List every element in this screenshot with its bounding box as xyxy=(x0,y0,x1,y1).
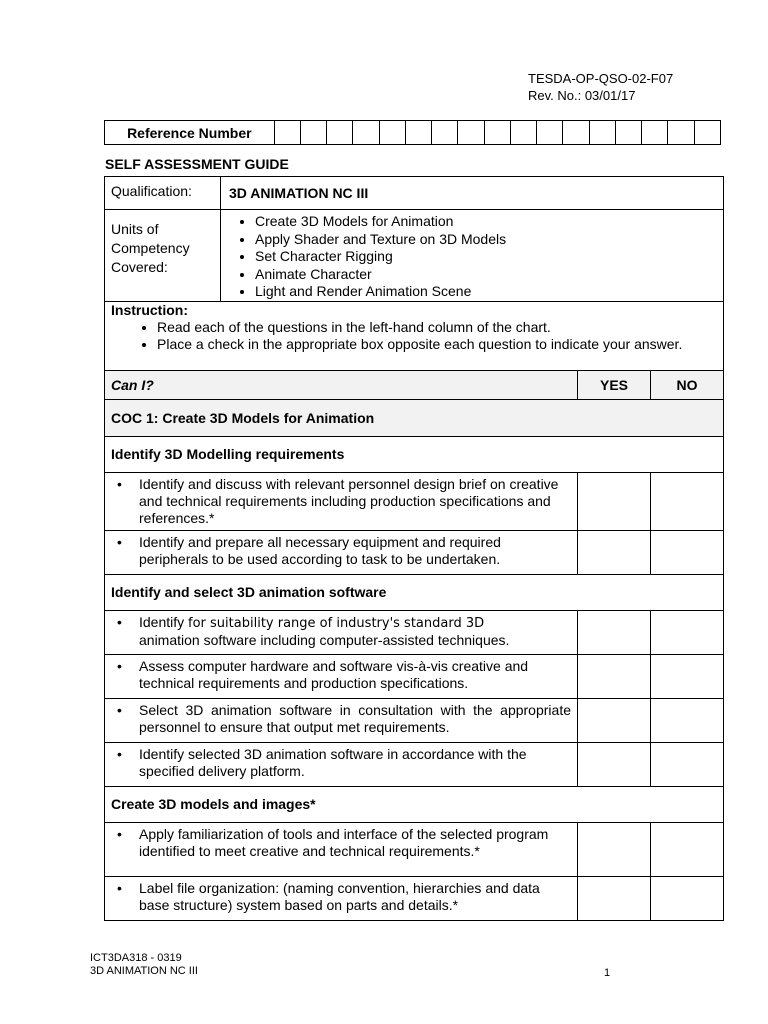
yes-checkbox[interactable] xyxy=(578,876,651,920)
yes-checkbox[interactable] xyxy=(578,698,651,742)
can-i-header: Can I? xyxy=(105,370,578,399)
units-label: Units of Competency Covered: xyxy=(105,210,221,302)
yes-checkbox[interactable] xyxy=(578,742,651,786)
form-code: TESDA-OP-QSO-02-F07 xyxy=(528,71,674,86)
reference-digit-box[interactable] xyxy=(668,121,694,145)
no-checkbox[interactable] xyxy=(651,876,724,920)
yes-checkbox[interactable] xyxy=(578,530,651,574)
reference-number-label: Reference Number xyxy=(105,121,275,145)
no-checkbox[interactable] xyxy=(651,530,724,574)
question-text: • Identify selected 3D animation software in accordance with the specified delivery platform. xyxy=(105,742,578,786)
section-heading: Create 3D models and images* xyxy=(105,786,724,822)
qualification-label: Qualification: xyxy=(105,177,221,210)
yes-checkbox[interactable] xyxy=(578,822,651,876)
reference-digit-box[interactable] xyxy=(353,121,379,145)
instruction-label: Instruction: xyxy=(111,301,188,318)
question-text: • Select 3D animation software in consultation with the appropriate personnel to ensure that output met requirements. xyxy=(105,698,578,742)
footer-qualification: 3D ANIMATION NC III xyxy=(90,965,198,977)
reference-digit-box[interactable] xyxy=(300,121,326,145)
question-text: • Assess computer hardware and software vis-à-vis creative and technical requirements and production specifications. xyxy=(105,654,578,698)
reference-digit-box[interactable] xyxy=(327,121,353,145)
no-checkbox[interactable] xyxy=(651,822,724,876)
reference-digit-box[interactable] xyxy=(642,121,668,145)
instruction-cell xyxy=(105,301,724,370)
page-title: SELF ASSESSMENT GUIDE xyxy=(105,156,289,172)
self-assessment-table xyxy=(104,176,724,921)
question-text: • Identify for suitability range of industry's standard 3D animation software including computer-assisted techniques. xyxy=(105,610,578,654)
no-checkbox[interactable] xyxy=(651,472,724,530)
question-text: • Apply familiarization of tools and interface of the selected program identified to meet creative and technical requirements.* xyxy=(105,822,578,876)
reference-number-table xyxy=(104,120,721,145)
yes-header: YES xyxy=(578,370,651,399)
units-list-cell xyxy=(221,210,724,302)
yes-checkbox[interactable] xyxy=(578,472,651,530)
units-list xyxy=(221,210,723,301)
question-text: • Label file organization: (naming convention, hierarchies and data base structure) system based on parts and details.* xyxy=(105,876,578,920)
unit-item: • Create 3D Models for Animation xyxy=(255,213,723,231)
yes-checkbox[interactable] xyxy=(578,610,651,654)
no-checkbox[interactable] xyxy=(651,654,724,698)
yes-checkbox[interactable] xyxy=(578,654,651,698)
reference-digit-box[interactable] xyxy=(458,121,484,145)
reference-digit-box[interactable] xyxy=(510,121,536,145)
unit-item: • Set Character Rigging xyxy=(255,248,723,266)
reference-digit-box[interactable] xyxy=(484,121,510,145)
reference-digit-box[interactable] xyxy=(379,121,405,145)
page-number: 1 xyxy=(604,967,611,979)
qualification-value: 3D ANIMATION NC III xyxy=(221,177,724,210)
no-checkbox[interactable] xyxy=(651,742,724,786)
instruction-item: • Read each of the questions in the left-hand column of the chart. xyxy=(157,319,717,336)
reference-digit-box[interactable] xyxy=(274,121,300,145)
instruction-item: • Place a check in the appropriate box opposite each question to indicate your answer. xyxy=(157,336,717,353)
footer-code: ICT3DA318 - 0319 xyxy=(90,952,182,964)
revision-number: Rev. No.: 03/01/17 xyxy=(528,88,636,103)
no-checkbox[interactable] xyxy=(651,698,724,742)
section-heading: Identify 3D Modelling requirements xyxy=(105,436,724,472)
form-header xyxy=(528,70,673,104)
unit-item: • Light and Render Animation Scene xyxy=(255,283,723,301)
coc-heading: COC 1: Create 3D Models for Animation xyxy=(105,399,724,436)
reference-digit-box[interactable] xyxy=(405,121,431,145)
reference-digit-box[interactable] xyxy=(615,121,641,145)
question-text: • Identify and prepare all necessary equipment and required peripherals to be used according to task to be undertaken. xyxy=(105,530,578,574)
question-text: • Identify and discuss with relevant personnel design brief on creative and technical requirements including production specifications and references.* xyxy=(105,472,578,530)
no-header: NO xyxy=(651,370,724,399)
reference-digit-box[interactable] xyxy=(694,121,720,145)
unit-item: • Apply Shader and Texture on 3D Models xyxy=(255,231,723,249)
reference-digit-box[interactable] xyxy=(432,121,458,145)
reference-digit-box[interactable] xyxy=(563,121,589,145)
no-checkbox[interactable] xyxy=(651,610,724,654)
reference-digit-box[interactable] xyxy=(589,121,615,145)
section-heading: Identify and select 3D animation software xyxy=(105,574,724,610)
instruction-list xyxy=(111,319,717,353)
reference-digit-box[interactable] xyxy=(537,121,563,145)
footer xyxy=(90,952,198,978)
unit-item: • Animate Character xyxy=(255,266,723,284)
